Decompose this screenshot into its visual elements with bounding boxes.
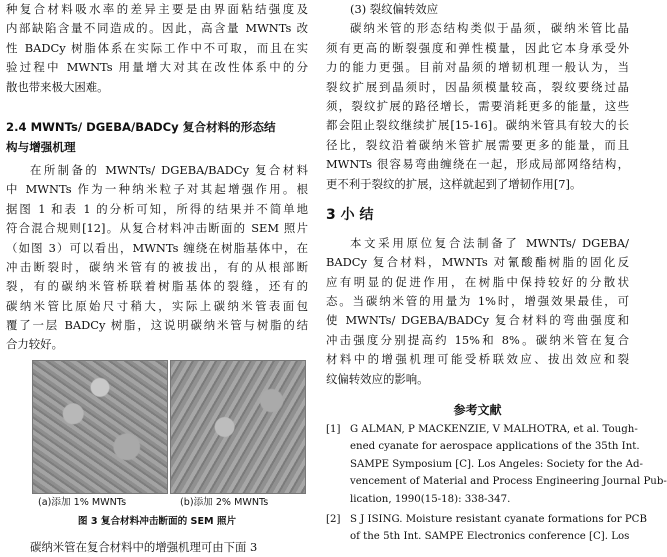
text-line: 使 MWNTs/ DGEBA/BADCy 复合材料的弯曲强度和 — [326, 313, 629, 328]
text-line: 裂纹扩展到晶须时，因晶须模量较高，裂纹要绕过晶 — [326, 79, 629, 94]
text-line: 合力较好。 — [6, 337, 63, 352]
reference-line: vencement of Material and Process Engineering Journal Pub- — [350, 476, 667, 488]
text-line: 径比，裂纹沿着碳纳米管扩展需要更多的能量，而且 — [326, 137, 629, 152]
text-line: 须有更高的断裂强度和弹性模量，因此它本身承受外 — [326, 40, 629, 55]
text-line: 材料中的增强机理可能受桥联效应、拔出效应和裂 — [326, 352, 629, 367]
text-line: 碳纳米管在复合材料中的增强机理可由下面 3 — [30, 539, 258, 554]
section-heading-2-4 — [6, 117, 308, 157]
reference-line: lication, 1990(15-18): 338-347. — [350, 493, 511, 505]
text-line: 碳纳米管的形态结构类似于晶须，碳纳米管比晶 — [350, 21, 629, 36]
figure-caption: 图 3 复合材料冲击断面的 SEM 照片 — [77, 515, 237, 527]
reference-item — [326, 421, 667, 508]
text-line: 性 BADCy 树脂体系在实际工作中不可取，而且在实 — [6, 40, 308, 55]
crack-deflection-paragraph — [326, 19, 629, 194]
subcaption-a: (a)添加 1% MWNTs — [38, 496, 127, 508]
reference-item — [326, 511, 647, 546]
text-line: 态。当碳纳米管的用量为 1%时，增强效果最佳，可 — [326, 294, 629, 309]
text-line: 验过程中 MWNTs 用量增大对其在改性体系中的分 — [6, 60, 308, 75]
section-heading-line: 构与增强机理 — [6, 139, 76, 154]
text-line: 裂，有的碳纳米管桥联着树脂基体的裂缝，还有的 — [6, 279, 308, 294]
reference-line: G ALMAN, P MACKENZIE, V MALHOTRA, et al. Tough- — [350, 424, 638, 436]
figure-3 — [6, 360, 308, 512]
text-line: 种复合材料吸水率的差异主要是由界面粘结强度及 — [6, 2, 308, 16]
text-line: 须，裂纹扩展的路径增长，需要消耗更多的能量，这些 — [326, 98, 629, 113]
reference-number: [1] — [326, 424, 341, 436]
text-line: BADCy 复合材料，MWNTs 对氰酸酯树脂的固化反 — [326, 255, 629, 270]
text-line: 力的能力更强。目前对晶须的增韧机理一般认为，当 — [326, 60, 629, 75]
text-line: 中 MWNTs 作为一种纳米粒子对其起增强作用。根 — [6, 182, 308, 197]
text-line: 应有明显的促进作用，在树脂中保持较好的分散状 — [326, 274, 629, 289]
reference-line: SAMPE Symposium [C]. Los Angeles: Society for the Ad- — [350, 458, 643, 470]
references-title: 参考文献 — [453, 403, 502, 418]
left-column — [6, 0, 308, 557]
text-line: 本文采用原位复合法制备了 MWNTs/ DGEBA/ — [350, 235, 629, 250]
morphology-paragraph — [6, 161, 308, 355]
reference-number: [2] — [326, 513, 341, 525]
text-line: 冲击强度分别提高约 15%和 8%。碳纳米管在复合 — [326, 332, 629, 347]
text-line: 内部缺陷含量不同造成的。因此，高含量 MWNTs 改 — [6, 21, 308, 36]
text-line: 更不利于裂纹的扩展，这样就起到了增韧作用[7]。 — [326, 176, 582, 191]
text-line: 符合混合规则[12]。从复合材料冲击断面的 SEM 照片 — [6, 221, 308, 236]
text-line: 都会阻止裂纹继续扩展[15-16]。碳纳米管具有较大的长 — [326, 118, 629, 133]
text-line: 覆了一层 BADCy 树脂，这说明碳纳米管与树脂的结 — [6, 318, 308, 333]
section-heading-line: 2.4 MWNTs/ DGEBA/BADCy 复合材料的形态结 — [6, 119, 276, 134]
text-line: MWNTs 很容易弯曲缠绕在一起，形成局部网络结构， — [326, 157, 629, 172]
text-line: 碳纳米管比原始尺寸稍大，实际上碳纳米管表面包 — [6, 298, 308, 313]
text-line: （如图 3）可以看出，MWNTs 缠绕在树脂基体中，在 — [6, 240, 308, 255]
intro-paragraph — [6, 0, 308, 97]
text-line: 在所制备的 MWNTs/ DGEBA/BADCy 复合材料 — [30, 162, 308, 177]
subcaption-b: (b)添加 2% MWNTs — [180, 496, 269, 508]
reference-list — [326, 421, 667, 546]
text-line: 散也带来极大困难。 — [6, 79, 109, 94]
text-line: 纹偏转效应的影响。 — [326, 371, 429, 386]
conclusion-paragraph — [326, 234, 629, 389]
conclusion-heading: 3 小 结 — [326, 206, 374, 223]
sem-photo-b — [170, 360, 306, 494]
text-line: 冲击断裂时，碳纳米管有的被拔出，有的从根部断 — [6, 259, 308, 274]
reference-line: of the 5th Int. SAMPE Electronics conference [C]. Los — [350, 531, 630, 543]
reference-line: S J ISING. Moisture resistant cyanate formations for PCB — [350, 513, 647, 525]
crack-deflection-subheading: (3) 裂纹偏转效应 — [350, 2, 439, 16]
reference-line: ened cyanate for aerospace applications of the 35th Int. — [350, 441, 640, 453]
right-column — [326, 0, 667, 546]
text-line: 据图 1 和表 1 的分析可知，所得的结果并不简单地 — [6, 201, 308, 216]
sem-photo-a — [32, 360, 168, 494]
